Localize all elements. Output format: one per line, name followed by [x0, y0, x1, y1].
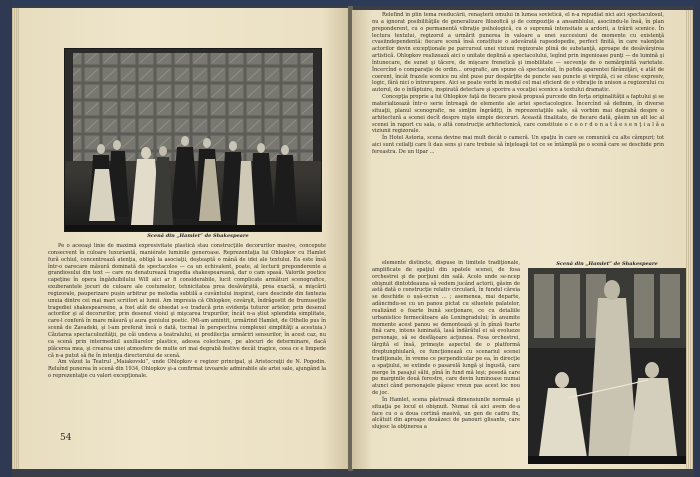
right-column-paragraph: elemente distincte, dispuse în limitele tradiţionale, amplificate de spaţiul din spatele scenei, de fosa orchestrei şi de porţiuni din sală. Acolo unde se-ncep obişnuit dintotdeauna să vedem jucând actorii, găsim de astă dată o construcţie relativ circulară, în fundul căreia se deschide o ușă-ecran ... ; asemenea, mai departe, adâncindu-se cu un panou pictat cu siluetele palatelor, realizând o foarte bună secţionare, ce cu detaliile urbanistice fermecătoare ale Leningradului; în anumite momente acest panou se demontează şi în pînză foarte fină care, intens luminată, lasă îndărătul ei să evolueze personaje, să se desfăşoare acţiunea. Fosa orchestrei, lărgită el însă, primeşte aspectul de o platformă dreptunghiulară, ce funcţionează cu scenariul scenei tradiţionale, în vreme ce perpendicular pe ea, în direcţie a spaţiului, se extinde o pasarelă lungă şi îngustă, care merge în pasajul sălii, pînă în fund mă leşi; posedă care pe marginile două ferestre, care devin luminoase numai atunci când personajele păşesc vreun pas acest loc nou de joc.: [372, 260, 520, 397]
right-paragraph: Relefînd în plin tema reeducării, renaşterii omului în lumea sovietică, el n-a repudiat nici aici spectaculosul, nu a ignorat posibilităţile de generalizare filozofică şi de compoziţie a ansamblului, asociindu-le însă, în plan preponderent, cu o permanentă vibraţie psihologică, cu o supremă intensitate a ardorii, a trăirii scenice. În lectura textului, regizorul a urmărit punerea în valoare a unei succesiuni de momente cu existenţă cvasiindependentă: fiecare scenă însă constituie o adevărată rapsodopedie, perfect finită, în care valenţele actorilor devin excepţionale pe parcursul unei viziuni regizorale plină de substanţă, aproape de desăvârşirea artistică. Ohlopkov realizează aici o unitate deplină a spectacolului, legînd prin ingenioase punţi — de lumină şi întunecare, de sunet şi tăcere, de mişcare frenetică şi imobilitate — secvenţe de o nemărginită varietate. Încercînd o comparaţie de ordin... orografic, am spune că spectacolul, în pofida aparentei fărâmiţări, e atât de coerent, încât frazele scenice nu sînt puse pur despărţite de puncte sau puncte şi virgulă, ci se citesc expresiv, logic, fără nici o întrerupere. Aici se poate vorbi în modul cel mai eficient de o vibraţie în unison a regizorului cu autorul, de o înfăptuire, inspirată detectare şi sporire a vocaţiei scenice a textului dramatic.: [372, 12, 664, 94]
left-page: [12, 8, 350, 469]
hamlet-duel-photo: [528, 268, 686, 464]
right-paragraph: Concepţia proprie a lui Ohlopkov faţă de fiecare piesă propusă purcede din forţa originalității a faptului şi se materializează într-o serie întreagă de elemente ale artei spectacologice. Încercînd să definim, în diverse situaţii, planul scenografic, ne simţim îngrădiţi, în reprezentaţiile sale, să vorbim mai degrabă despre o arhitectură a scenei decît despre nişte simple decoruri. Această finalitate, de fiecare dată, găsim un alt loc al scenei în raport cu sala, o altă construcţie arhitectonică, care constituie o c o o r d o n a t ă e s e n ţ i a l ă a viziunii regizorale.: [372, 94, 664, 135]
stage-photo-illustration: [65, 49, 321, 231]
book-cover-right: [694, 0, 700, 477]
right-page-column-text: [372, 260, 520, 466]
left-paragraph: Am văzut la Teatrul „Maiakovski”, unde Ohlopkov e regizor principal, şi Aristocraţii de N. Pogodin. Reluînd punerea în scenă din 1934, Ohlopkov şi-a confirmat izvoarele admirabile ale artei sale, ajungând la o reprezentaţie cu valori excepţionale.: [48, 359, 326, 380]
duel-photo-illustration: [528, 268, 686, 464]
main-photo-caption: Scenă din „Hamlet” de Shakespeare: [147, 233, 249, 239]
right-column-paragraph: În Hamlet, scena păstrează dimensiunile normale şi situaţia pe locul ei obişnuit. Numai că aici avem de-a face cu o a doua cortină masivă, un gen de cadru fix, alcătuit din aproape douăzeci de panouri glisante, care slujesc la obţinerea a: [372, 396, 520, 431]
hamlet-stage-photo: [64, 48, 322, 232]
right-page-edges: [686, 10, 693, 469]
left-paragraph: Pe o aceeaşi linie de maximă expresivitate plastică stau construcţiile decorurilor masive, concepute consecvent în culoare luxuriantă, maniérate luminile generoase. Reprezentaţia lui Ohlopkov cu Hamlet fură ochiul, concentrează atenţia, obligă la asociaţii, deşteaptă o mână de idei ale textului. Ea este însă într-o oarecare măsură dominată de spectacolos — ca un echivalent, poate, al lecturii preponderente a grandiosului din text — care nu denaturează tragedia shakespeareană, dar o cam spasă. Valorile poetice capeţine în opera îngăduibilului Will aici ar fi considerabile, lucit complicate armături scenografice, exuberantele jocuri de culoare ale costumelor, tehnicitatea prea desăvârşită, prea exactă, a mişcării regizorale, pauperizare pușin arbitrar pe melodia subtilă a cuvântului inspirat, care descinde din fantezia unuia dintre cei mai mari scriitori ai lumii. Am impresia că Ohlopkov, covârşit, îndrăgostit de frumuseţile tragediei shakespeareene, a fost atât de obsedat s-o traducă prin evidenţa tuturor artelor, prin desenul actorilor şi al decorurilor, prin desenul vioiul şi mişcarea trupurilor, încât n-a ştiut splendida simplitate, care-l conferă în mare măsură şi aura geniului poetic. (Mi-am amintit, urmărind Hamlet, de Othello pus în scenă de Zavadski, şi l-am preferat încă o dată, tocmai în perspectiva complexei simplităţi a acestuia.) Căutarea spectaculozităţii, pe căi undeva a teatralului, ei predilecţia urmăriri sensurilor, în acest caz, nu ca scenă prin intermediul auxiliarelor plastice, adesea colectoare, pe alocuri de determinare, dacă plăcerea mea, şi crearea unei atmosfere de multe ori mai degrabă festive decât tragice, ceea ce e limpede că n-a putut să fie în intenţia directorului de scenă.: [48, 243, 326, 359]
right-page-body-text: [372, 12, 664, 252]
left-page-edges: [12, 8, 19, 469]
book-cover-left: [0, 0, 12, 477]
right-paragraph: În Hotel Astoria, scena devine mai mult decât o cameră. Un spaţiu în care se comunică cu alte câmpuri; tot aici sunt ceilalţi care îi dau sens şi care trebuie să înţeleagă tot ce se întâmplă pe o scenă care se deschide prin fereastra. De un tipar ...: [372, 135, 664, 155]
left-page-body-text: [48, 243, 326, 441]
small-photo-caption: Scenă din „Hamlet” de Shakespeare: [556, 261, 658, 267]
right-page: [352, 10, 692, 469]
page-number: 54: [60, 433, 72, 443]
